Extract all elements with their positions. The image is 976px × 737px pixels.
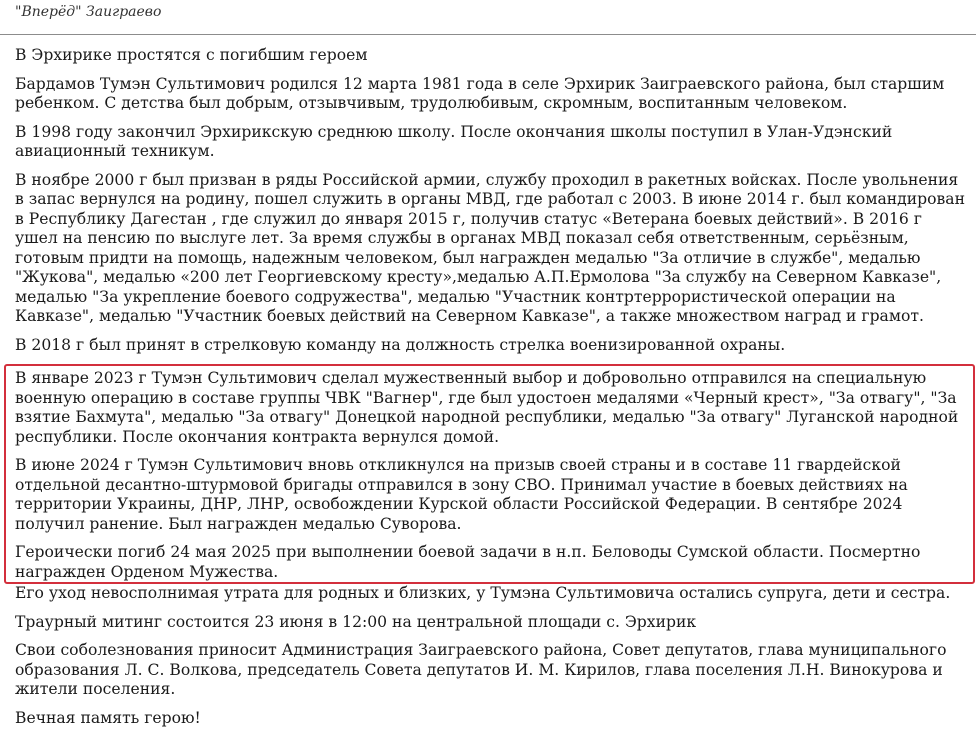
- header-divider: [0, 34, 976, 35]
- paragraph-memory: Вечная память герою!: [15, 708, 201, 727]
- paragraph-guard-job: В 2018 г был принят в стрелковую команду на должность стрелка военизированной охраны.: [15, 335, 786, 354]
- paragraph-education: В 1998 году закончил Эрхирикскую среднюю школу. После окончания школы поступил в Улан-Удэнский авиационный техникум.: [15, 122, 893, 160]
- article-body: [15, 46, 967, 737]
- paragraph-service: В ноябре 2000 г был призван в ряды Российской армии, службу проходил в ракетных войсках. После увольнения в запас вернулся на родину, пошел служить в органы МВД, где работал с 2003. В июне 2014 г. был командирован в Республику Дагестан , где служил до января 2015 г, получив статус «Ветерана боевых действий». В 2016 г ушел на пенсию по выслуге лет. За время службы в органах МВД показал себя ответственным, серьёзным, готовым придти на помощь, надежным человеком, был награжден медалью "За отличие в службе", медалью "Жукова", медалью «200 лет Георгиевскому кресту»,медалью А.П.Ермолова "За службу на Северном Кавказе", медалью "За укрепление боевого содружества", медалью "Участник контртеррористической операции на Кавказе", медалью "Участник боевых действий на Северном Кавказе", а также множеством наград и грамот.: [15, 170, 965, 325]
- paragraph-funeral: Траурный митинг состоится 23 июня в 12:00 на центральной площади с. Эрхирик: [15, 612, 697, 631]
- paragraph-loss: Его уход невосполнимая утрата для родных и близких, у Тумэна Сультимовича остались супруга, дети и сестра.: [15, 584, 951, 602]
- article-title: В Эрхирике простятся с погибшим героем: [15, 46, 368, 64]
- paragraph-condolences: Свои соболезнования приносит Администрация Заиграевского района, Совет депутатов, глава муниципального образования Л. С. Волкова, председатель Совета депутатов И. М. Кирилов, глава поселения Л.Н. Винокурова и жители поселения.: [15, 641, 947, 698]
- source-label: "Вперёд" Заиграево: [15, 4, 162, 20]
- highlighted-section: [4, 364, 975, 584]
- paragraph-death: Героически погиб 24 мая 2025 при выполнении боевой задачи в н.п. Беловоды Сумской области. Посмертно награжден Орденом Мужества.: [15, 543, 921, 581]
- paragraph-birth: Бардамов Тумэн Сультимович родился 12 марта 1981 года в селе Эрхирик Заиграевского района, был старшим ребенком. С детства был добрым, отзывчивым, трудолюбивым, скромным, воспитанным человеком.: [15, 74, 945, 112]
- paragraph-svo: В июне 2024 г Тумэн Сультимович вновь откликнулся на призыв своей страны и в составе 11 гвардейской отдельной десантно-штурмовой бригады отправился в зону СВО. Принимал участие в боевых действиях на территории Украины, ДНР, ЛНР, освобождении Курской области Российской Федерации. В сентябре 2024 получил ранение. Был награжден медалью Суворова.: [15, 456, 908, 533]
- paragraph-wagner: В январе 2023 г Тумэн Сультимович сделал мужественный выбор и добровольно отправился на специальную военную операцию в составе группы ЧВК "Вагнер", где был удостоен медалями «Черный крест», "За отвагу", "За взятие Бахмута", медалью "За отвагу" Донецкой народной республики, медалью "За отвагу" Луганской народной республики. После окончания контракта вернулся домой.: [15, 369, 959, 446]
